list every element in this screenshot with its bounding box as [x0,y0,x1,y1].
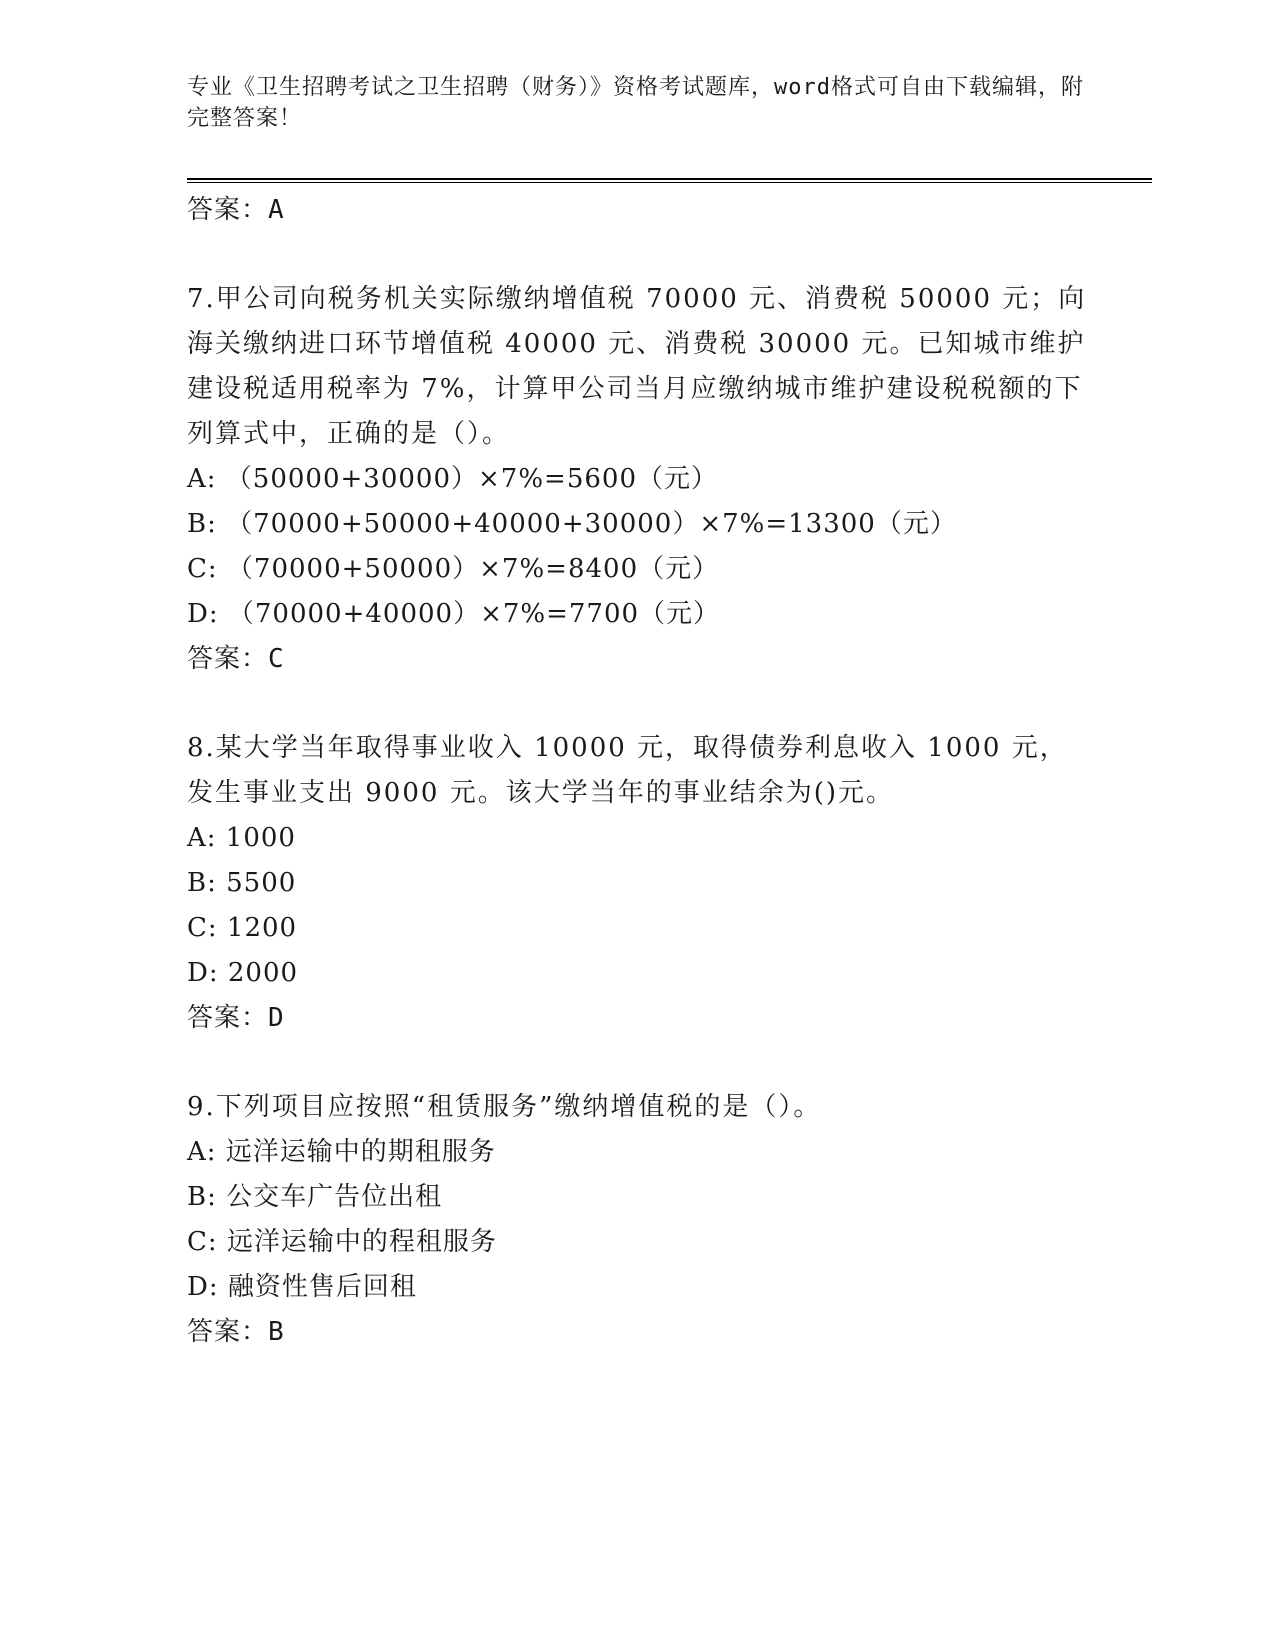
option-a: A: （50000+30000）×7%=5600（元） [187,464,718,494]
option-c: C: 远洋运输中的程租服务 [187,1227,497,1257]
option-b: B: 公交车广告位出租 [187,1182,443,1212]
option-b: B: 5500 [187,868,297,898]
page-header: 专业《卫生招聘考试之卫生招聘（财务）》资格考试题库，word格式可自由下载编辑，附完整答案！ [187,75,1084,131]
question-7 [187,277,1087,682]
answer-line: 答案：B [187,1317,285,1347]
option-c: C: （70000+50000）×7%=8400（元） [187,554,720,584]
answer-line: 答案：D [187,1003,285,1033]
option-d: D: 融资性售后回租 [187,1272,417,1302]
answer-line: 答案：C [187,644,285,674]
option-a: A: 远洋运输中的期租服务 [187,1137,496,1167]
question-text: 9.下列项目应按照“租赁服务”缴纳增值税的是（）。 [187,1092,822,1122]
option-c: C: 1200 [187,913,298,943]
question-8 [187,726,1087,1041]
option-a: A: 1000 [187,823,296,853]
document-body [187,188,1087,1355]
question-text: 7.甲公司向税务机关实际缴纳增值税 70000 元、消费税 50000 元；向海关缴纳进口环节增值税 40000 元、消费税 30000 元。已知城市维护建设税适用税率为 7%，计算甲公司当月应缴纳城市维护建设税税额的下列算式中，正确的是（）。 [187,284,1087,449]
option-b: B: （70000+50000+40000+30000）×7%=13300（元） [187,509,957,539]
option-d: D: 2000 [187,958,299,988]
question-text: 8.某大学当年取得事业收入 10000 元，取得债券利息收入 1000 元，发生事业支出 9000 元。该大学当年的事业结余为()元。 [187,733,1068,808]
answer-line: 答案：A [187,195,285,225]
header-divider [187,178,1152,183]
option-d: D: （70000+40000）×7%=7700（元） [187,599,721,629]
question-9 [187,1085,1087,1355]
